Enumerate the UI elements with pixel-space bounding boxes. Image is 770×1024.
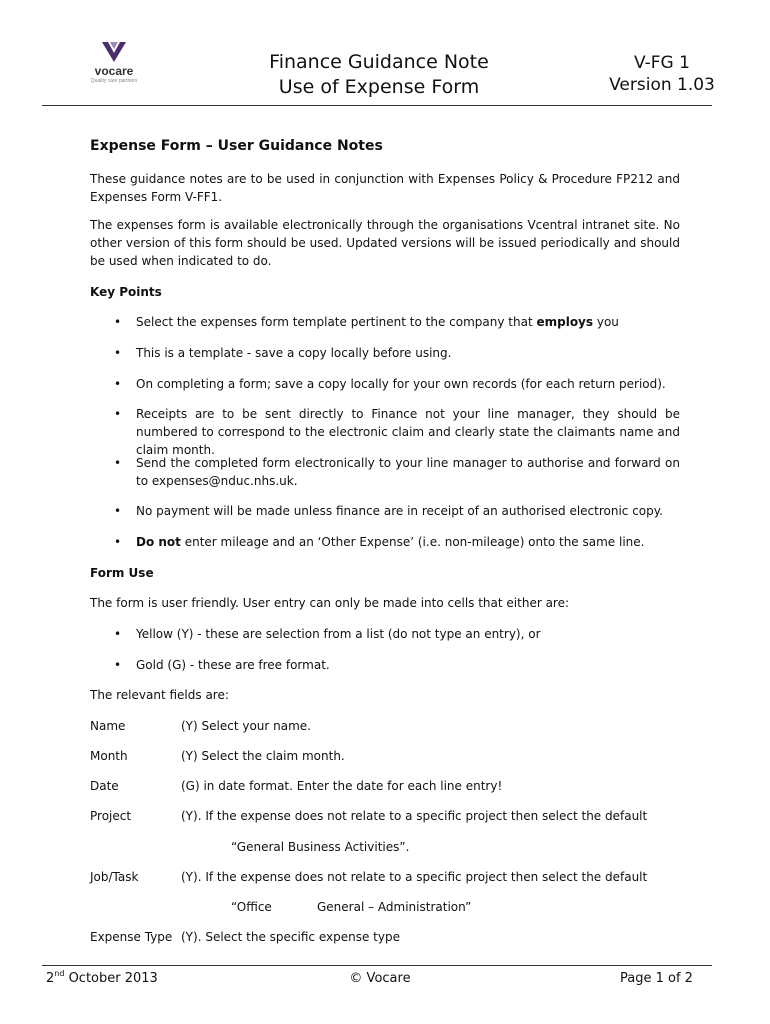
- fields-intro: The relevant fields are:: [90, 688, 229, 702]
- bullet-icon: •: [114, 346, 122, 360]
- field-name: Name: [90, 719, 126, 733]
- intro-paragraph-1: These guidance notes are to be used in conjunction with Expenses Policy & Procedure FP212 and Expenses Form V-FF1.: [90, 172, 680, 204]
- key-points-heading: Key Points: [90, 285, 162, 299]
- field-description: (Y). If the expense does not relate to a specific project then select the default: [181, 809, 648, 823]
- form-use-intro: The form is user friendly. User entry can only be made into cells that either are:: [90, 596, 570, 610]
- key-point-text: Select the expenses form template pertinent to the company that employs you: [136, 315, 619, 329]
- field-name: Expense Type: [90, 930, 173, 944]
- field-description: (Y). If the expense does not relate to a specific project then select the default: [181, 870, 648, 884]
- field-default-value-a: “Office: [231, 900, 272, 914]
- field-name: Date: [90, 779, 119, 793]
- key-point-text: Send the completed form electronically to your line manager to authorise and forward on to expenses@nduc.nhs.uk.: [136, 456, 680, 488]
- field-name: Month: [90, 749, 128, 763]
- logo-tagline: Quality care partners: [90, 78, 138, 84]
- document-title: [248, 50, 510, 100]
- doc-version: Version 1.03: [609, 75, 715, 95]
- footer-copyright: © Vocare: [349, 971, 411, 986]
- bullet-icon: •: [114, 456, 122, 470]
- cell-type-text: Gold (G) - these are free format.: [136, 658, 330, 672]
- field-default-value: “General Business Activities”.: [231, 840, 410, 854]
- field-description: (Y) Select your name.: [181, 719, 311, 733]
- v-mark-icon: [100, 40, 128, 64]
- footer-divider: [42, 965, 712, 966]
- key-point-text: Receipts are to be sent directly to Finance not your line manager, they should be numbered to correspond to the electronic claim and clearly state the claimants name and claim month.: [136, 407, 680, 457]
- field-description: (Y). Select the specific expense type: [181, 930, 400, 944]
- title-line-2: Use of Expense Form: [278, 76, 480, 98]
- title-line-1: Finance Guidance Note: [269, 51, 489, 73]
- field-description: (G) in date format. Enter the date for each line entry!: [181, 779, 503, 793]
- key-point-text: Do not enter mileage and an ‘Other Expense’ (i.e. non-mileage) onto the same line.: [136, 535, 645, 549]
- key-point-text: No payment will be made unless finance are in receipt of an authorised electronic copy.: [136, 504, 663, 518]
- page-header: [0, 0, 770, 110]
- footer-date: 2nd October 2013: [46, 969, 158, 986]
- header-divider: [42, 105, 712, 106]
- intro-paragraph-2: The expenses form is available electronically through the organisations Vcentral intranet site. No other version of this form should be used. Updated versions will be issued periodically and should be used when indicated to do.: [90, 218, 680, 268]
- bullet-icon: •: [114, 377, 122, 391]
- vocare-logo: [84, 40, 144, 96]
- cell-type-text: Yellow (Y) - these are selection from a list (do not type an entry), or: [136, 627, 541, 641]
- document-code: [602, 52, 722, 96]
- key-point-text: This is a template - save a copy locally before using.: [136, 346, 452, 360]
- bullet-icon: •: [114, 407, 122, 421]
- field-name: Job/Task: [90, 870, 139, 884]
- section-title: Expense Form – User Guidance Notes: [90, 138, 383, 154]
- logo-wordmark: vocare: [94, 64, 134, 78]
- footer-page-number: Page 1 of 2: [620, 971, 693, 986]
- bullet-icon: •: [114, 535, 122, 549]
- bullet-icon: •: [114, 315, 122, 329]
- bullet-icon: •: [114, 658, 122, 672]
- form-use-heading: Form Use: [90, 566, 154, 580]
- field-description: (Y) Select the claim month.: [181, 749, 345, 763]
- key-point-text: On completing a form; save a copy locally for your own records (for each return period).: [136, 377, 666, 391]
- field-name: Project: [90, 809, 132, 823]
- field-default-value-b: General – Administration”: [317, 900, 472, 914]
- bullet-icon: •: [114, 627, 122, 641]
- doc-code: V-FG 1: [634, 53, 690, 73]
- bullet-icon: •: [114, 504, 122, 518]
